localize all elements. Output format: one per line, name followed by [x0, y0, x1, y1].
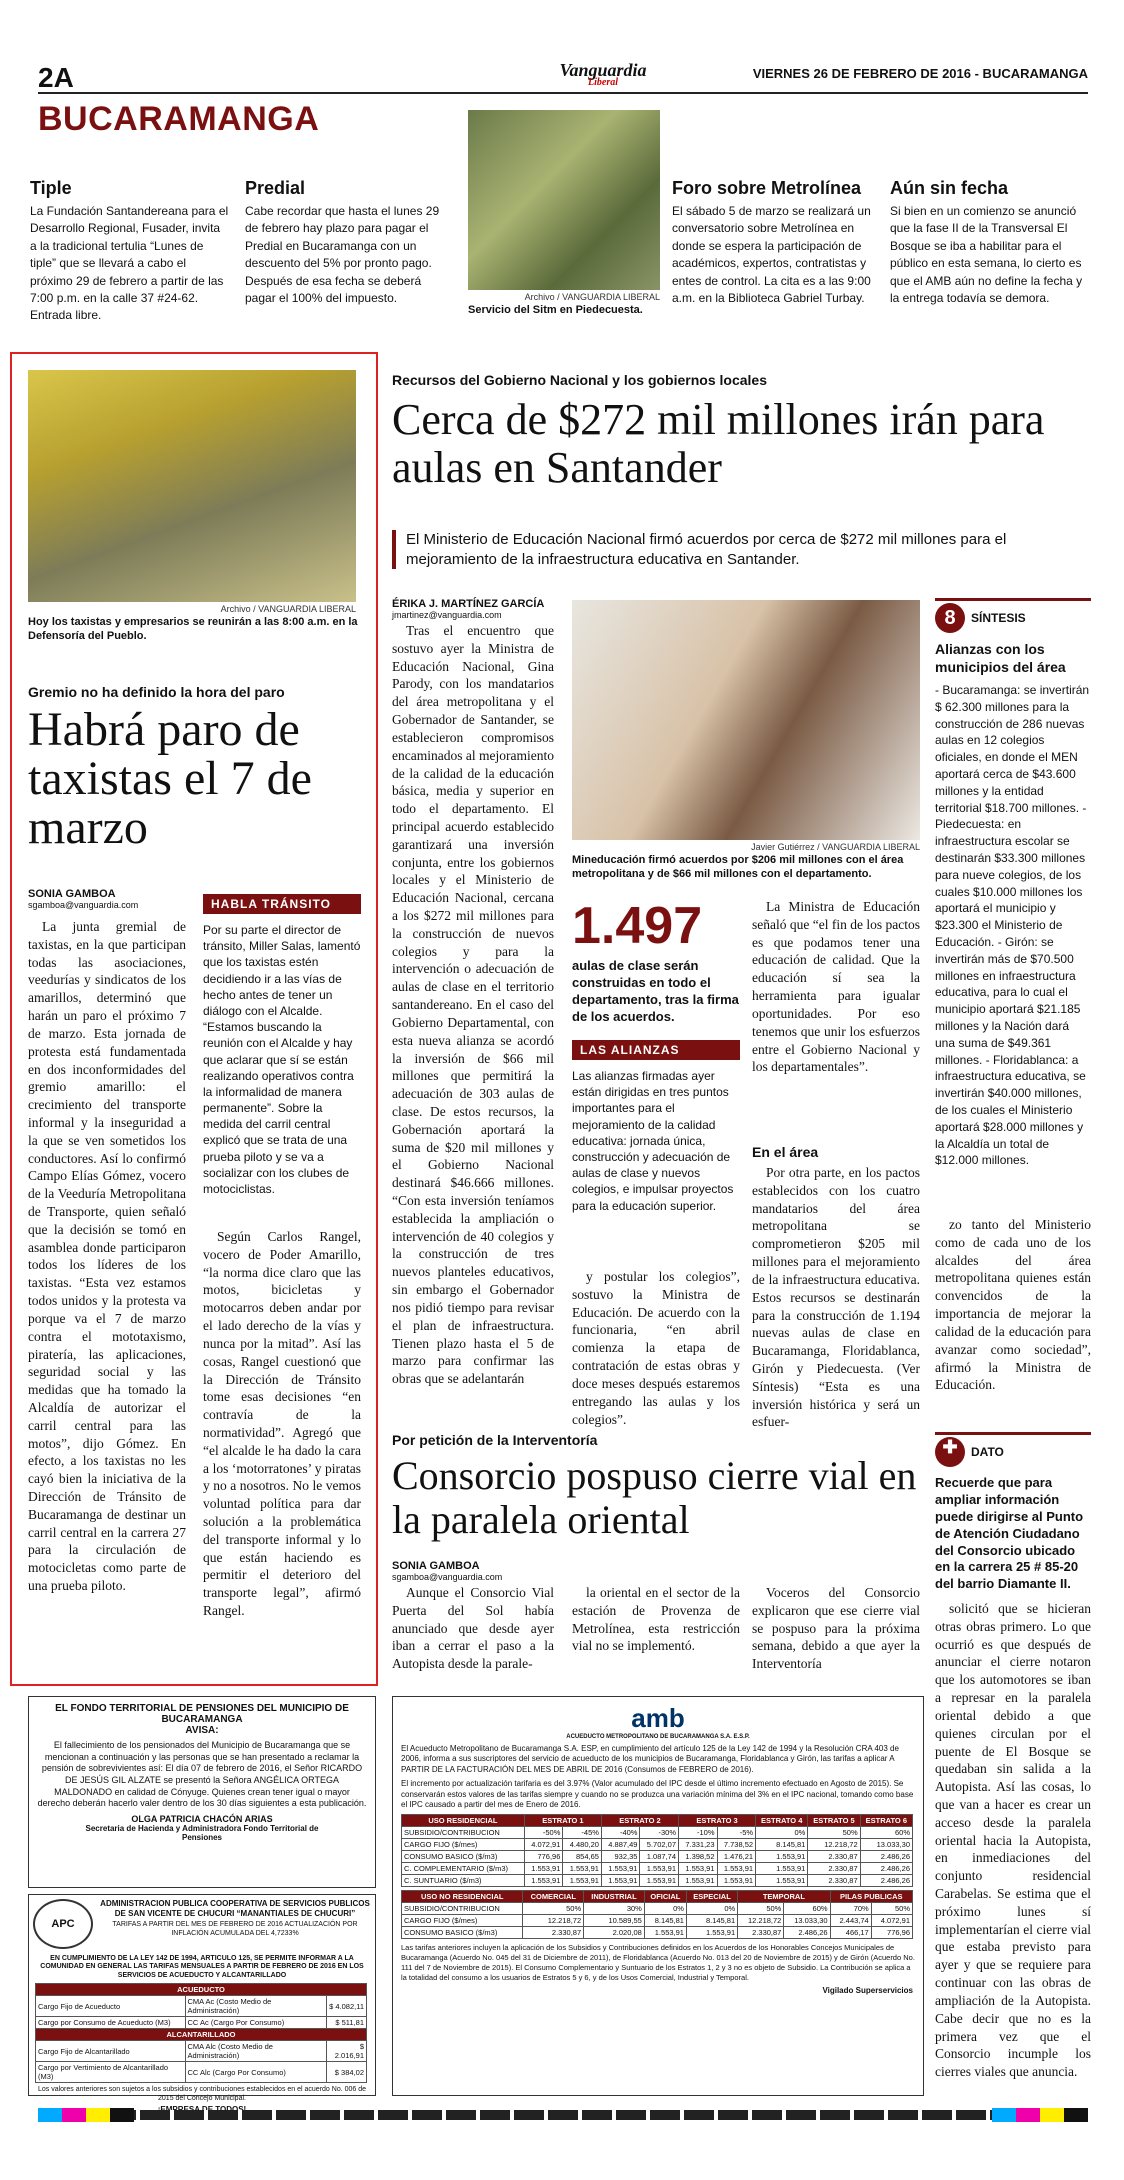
table-cell: 2.330,87	[738, 1927, 784, 1939]
table-cell: C. COMPLEMENTARIO ($/m3)	[402, 1863, 525, 1875]
table-cell: CONSUMO BASICO ($/m3)	[402, 1927, 523, 1939]
table-row	[402, 1903, 913, 1915]
table-cell: 1.553,91	[756, 1875, 808, 1887]
ad-signer-role: Secretaria de Hacienda y Administradora Fondo Territorial de Pensiones	[85, 1824, 319, 1843]
amb-logo-sub: ACUEDUCTO METROPOLITANO DE BUCARAMANGA S.A. E.S.P.	[566, 1734, 750, 1740]
box-title: HABLA TRÁNSITO	[203, 894, 361, 914]
brief-text: Cabe recordar que hasta el lunes 29 de febrero hay plazo para pagar el Predial en Bucaramanga con un descuento del 5% por pronto pago. Después de esa fecha se deberá pagar el 100% del impuesto.	[245, 204, 440, 305]
table-row	[402, 1851, 913, 1863]
table-cell: C. SUNTUARIO ($/m3)	[402, 1875, 525, 1887]
ad-footnote: Los valores anteriores son sujetos a los subsidios y contribuciones establecidos en el acuerdo No. 006 de 2015 del Concejo Municipal.	[37, 2086, 367, 2102]
table-cell: 2.020,08	[584, 1927, 645, 1939]
sintesis-heading: Alianzas con los municipios del área	[935, 641, 1066, 675]
table-cell: 1.476,21	[717, 1851, 756, 1863]
ad-text: Las tarifas anteriores incluyen la aplicación de los Subsidios y Contribuciones definidos en los Acuerdos de los Honorables Concejos Municipales de Bucaramanga (Acuerdo No. 045 del 31 de Diciembre de 2011), de Floridablanca (Acuerdo No. 013 del 20 de Noviembre de 2015) y de Girón (Acuerdo No. 111 del 7 de Noviembre de 2015). El Consumo Complementario y Suntuario de los Estratos 1, 2 y 3 no es objeto de Subsidio. La Contribución se aplica a la totalidad del consumo a los usuarios de Estratos 5 y 6, y de los Usos Comercial, Industrial y Temporal.	[401, 1943, 915, 1982]
table-cell: 1.553,91	[717, 1875, 756, 1887]
lede: El Ministerio de Educación Nacional firmó acuerdos por cerca de $272 mil millones para el mejoramiento de la infraestructura educativa en Santander.	[392, 530, 1096, 569]
table-cell: 7.738,52	[717, 1839, 756, 1851]
table-cell: 8.145,81	[686, 1915, 737, 1927]
table-header-cell: ESTRATO 4	[756, 1815, 808, 1827]
acueducto-table: ACUEDUCTO Cargo Fijo de Acueducto CMA Ac (Costo Medio de Administración) $ 4.082,11 Cargo por Consumo de Acueducto (M3) CC Ac (Cargo Por Consumo) $ 511,81 ALCANTARILLADO Cargo Fijo de Alcantarillado CMA Alc (Costo Medio de Administración) $ 2.016,91 Cargo por Vertimiento de Alcantarillado (M3) CC Alc (Cargo Por Consumo) $ 384,02	[35, 1983, 367, 2083]
big-number-text: aulas de clase serán construidas en todo el departamento, tras la firma de los acuerdos.	[572, 958, 739, 1024]
table-cell: 1.553,91	[756, 1851, 808, 1863]
ad-title: EL FONDO TERRITORIAL DE PENSIONES DEL MUNICIPIO DE BUCARAMANGA	[55, 1703, 349, 1725]
table-cell: 1.553,91	[563, 1875, 602, 1887]
table-cell: 60%	[784, 1903, 830, 1915]
table-cell: -5%	[717, 1827, 756, 1839]
vigilado-label: Vigilado Superservicios	[822, 1986, 913, 1996]
table-cell: 4.480,20	[563, 1839, 602, 1851]
table-cell: CONSUMO BASICO ($/m3)	[402, 1851, 525, 1863]
table-cell: 1.553,91	[524, 1875, 563, 1887]
table-header-cell: USO RESIDENCIAL	[402, 1815, 525, 1827]
table-cell: 0%	[644, 1903, 686, 1915]
box-title: SÍNTESIS	[971, 611, 1026, 625]
table-header-cell: ESTRATO 1	[524, 1815, 601, 1827]
taxi-protest-photo	[28, 370, 356, 602]
table-row	[402, 1915, 913, 1927]
table-cell: 0%	[686, 1903, 737, 1915]
byline: SONIA GAMBOA sgamboa@vanguardia.com	[28, 888, 139, 910]
footer-bar	[38, 2110, 1088, 2120]
table-cell: 8.145,81	[644, 1915, 686, 1927]
brief-title: Aún sin fecha	[890, 178, 1009, 198]
table-cell: 776,96	[524, 1851, 563, 1863]
table-cell: 2.330,87	[808, 1875, 860, 1887]
section-title: BUCARAMANGA	[38, 100, 320, 138]
table-cell: 776,96	[871, 1927, 912, 1939]
table-cell: 5.702,07	[640, 1839, 679, 1851]
puzzle-icon: ✚	[935, 1437, 965, 1467]
table-cell: 466,17	[830, 1927, 871, 1939]
table-header-cell: TEMPORAL	[738, 1891, 830, 1903]
table-cell: 12.218,72	[808, 1839, 860, 1851]
brief-predial	[245, 178, 445, 307]
byline: SONIA GAMBOA sgamboa@vanguardia.com	[392, 1560, 503, 1582]
color-registration-bar	[992, 2108, 1088, 2122]
table-cell: 1.553,91	[679, 1863, 718, 1875]
table-header-cell: ESTRATO 5	[808, 1815, 860, 1827]
table-cell: 7.331,23	[679, 1839, 718, 1851]
table-header-cell: PILAS PUBLICAS	[830, 1891, 912, 1903]
table-cell: 1.553,91	[679, 1875, 718, 1887]
brief-title: Predial	[245, 178, 306, 198]
table-row	[402, 1875, 913, 1887]
table-cell: 12.218,72	[523, 1915, 584, 1927]
photo-caption: Mineducación firmó acuerdos por $206 mil millones con el área metropolitana y de $66 mil millones con el departamento.	[572, 854, 904, 880]
page-number: 2A	[38, 62, 74, 93]
table-row	[402, 1827, 913, 1839]
table-cell: 1.553,91	[717, 1863, 756, 1875]
table-header-cell: ESPECIAL	[686, 1891, 737, 1903]
table-cell: 50%	[871, 1903, 912, 1915]
brief-text: La Fundación Santandereana para el Desarrollo Regional, Fusader, invita a la tradicional tertulia “Lunes de tiple” que se llevará a cabo el próximo 29 de febrero a partir de las 7:00 p.m. en la calle 37 #24-62. Entrada libre.	[30, 204, 229, 323]
brief-tiple	[30, 178, 230, 325]
table-header-cell: OFICIAL	[644, 1891, 686, 1903]
subhead: En el área	[752, 1144, 819, 1160]
ad-title: ADMINISTRACION PUBLICA COOPERATIVA DE SERVICIOS PUBLICOS DE SAN VICENTE DE CHUCURI “MANANTIALES DE CHUCURI”	[100, 1899, 370, 1918]
table-cell: 2.330,87	[808, 1851, 860, 1863]
article-column: Tras el encuentro que sostuvo ayer la Ministra de Educación Nacional, Gina Parody, con los mandatarios del área metropolitana y el Gobernador de Santander, se establecieron compromisos encaminados al mejoramiento de la calidad de la educación básica, media y superior en todo el departamento. El principal acuerdo establecido garantizará una inversión conjunta, entre los gobiernos locales y el Ministerio de Educación Nacional, cercana a los $272 mil millones para la construcción de nuevos colegios y para la intervención o adecuación de aulas de clase en el territorio santandereano. En el caso del Gobierno Departamental, con esta nueva alianza se acordó la inversión de $66 mil millones que permitirá la adecuación de 303 aulas de clase. De estos recursos, la Gobernación aportará la suma de $20 mil millones y el Gobierno Nacional destinará $46.666 millones. “Con esta inversión teníamos establecida la ampliación o intervención de 40 colegios y la construcción de tres nuevos planteles educativos, sin embargo el Gobernador nos pidió tiempo para revisar el plan de infraestructura. Tienen plazo hasta el 5 de marzo para confirmar las obras que se adelantarán	[392, 623, 554, 1387]
table-cell: 1.553,91	[756, 1863, 808, 1875]
article-column: solicitó que se hicieran otras obras primero. Lo que ocurrió es que después de anunciar el cierre notaron que los automotores se iban a represar en la paralela oriental debido a que quienes circulan por el puente de El Bosque se quedaban sin salida a la Autopista. Así las cosas, lo que van a hacer es crear un acceso desde la paralela oriental hacia la Autopista, en inmediaciones del conjunto residencial Carabelas. Se estima que el próximo lunes sí implementarían el cierre vial que estaba previsto para ayer y que se requiere para continuar con las obras de ampliación de la Autopista. Cabe decir que no es la primera vez que el Consorcio incumple los cierres viales que anuncia.	[935, 1601, 1091, 2080]
ad-text: El incremento por actualización tarifaria es del 3.97% (Valor acumulado del IPC desde el último incremento efectuado en Agosto de 2015). Se conservarán estos valores de las tarifas siempre y cuando no se produzca una variación mínima del 3% en el IPC nacional, tomando como base el IPC causado a partir del mes de Enero de 2016.	[401, 1779, 914, 1809]
table-cell: CARGO FIJO ($/mes)	[402, 1915, 523, 1927]
table-cell: 50%	[523, 1903, 584, 1915]
article-column: Por otra parte, en los pactos establecidos con los cuatro mandatarios del área metropolitana se comprometieron $205 mil millones para el mejoramiento de la infraestructura educativa. Estos recursos se destinarán para la construcción de 1.194 nuevas aulas de clase en Bucaramanga, Floridablanca, Girón y Piedecuesta. (Ver Síntesis) “Esta es una inversión histórica y será un esfuer-	[752, 1165, 920, 1430]
table-cell: 854,65	[563, 1851, 602, 1863]
photo-credit: Archivo / VANGUARDIA LIBERAL	[220, 604, 356, 614]
table-cell: 4.072,91	[871, 1915, 912, 1927]
table-cell: 2.486,26	[860, 1863, 912, 1875]
table-row	[402, 1927, 913, 1939]
tarifas-residencial-table	[401, 1814, 913, 1887]
article-column: La junta gremial de taxistas, en la que participan todas las asociaciones, veedurías y sindicatos de los amarillos, determinó que harán un paro el próximo 7 de marzo. Esta jornada de protesta está fundamentada en dos inconformidades del gremio amarillo: el crecimiento del transporte informal y la inseguridad a la que se ven sometidos los conductores. Así lo confirmó Campo Elías Gómez, vocero de la Veeduría Metropolitana de Transporte, quien señaló que la decisión se tomó en asamblea donde participaron todos los líderes de los taxistas. “Esta vez estamos todos unidos y la protesta va porque va el 7 de marzo contra el mototaxismo, piratería, las aplicaciones, seguridad social y las medidas que ha tomado la Alcaldía de autorizar el carril central para las motos”, dijo Gómez. En efecto, a los taxistas no les cayó bien la iniciativa de la Dirección de Tránsito de Bucaramanga de destinar un carril central en la carrera 27 para la circulación de motocicletas como parte de una prueba piloto.	[28, 919, 186, 1594]
table-cell: 1.553,91	[644, 1927, 686, 1939]
story-kicker: Por petición de la Interventoría	[392, 1432, 598, 1448]
ad-pensiones[interactable]	[28, 1696, 376, 1888]
photo-credit: Javier Gutiérrez / VANGUARDIA LIBERAL	[751, 842, 920, 852]
photo-caption: Hoy los taxistas y empresarios se reunirán a las 8:00 a.m. en la Defensoría del Pueblo.	[28, 616, 358, 642]
bus-photo	[468, 110, 660, 290]
ad-chucuri[interactable]	[28, 1894, 376, 2102]
brief-title: Foro sobre Metrolínea	[672, 178, 862, 198]
table-cell: 70%	[830, 1903, 871, 1915]
brief-title: Tiple	[30, 178, 72, 198]
table-cell: 50%	[738, 1903, 784, 1915]
brief-foro	[672, 178, 877, 307]
headline[interactable]: Cerca de $272 mil millones irán para aulas en Santander	[392, 395, 1045, 492]
dato-box	[935, 1432, 1091, 1595]
ad-subtitle: AVISA:	[185, 1725, 219, 1736]
article-column: zo tanto del Ministerio como de cada uno de los alcaldes del área metropolitana quienes están convencidos de la importancia de mejorar la calidad de la educación para avanzar como sociedad”, afirmó la Ministra de Educación.	[935, 1217, 1091, 1393]
box-title: LAS ALIANZAS	[572, 1040, 740, 1060]
ad-text: El fallecimiento de los pensionados del Municipio de Bucaramanga que se mencionan a continuación y las personas que se han presentado a reclamar la pensión de sobrevivientes así: El día 07 de febrero de 2016, el Señor RICARDO DE JESÚS GIL ALZATE se presentó la Señora ANGÉLICA ORTEGA MALDONADO en calidad de Cónyuge. Quienes crean tener igual o mayor derecho deberán hacerlo valer dentro de los 30 días siguientes a esta publicación.	[37, 1740, 367, 1809]
table-cell: CARGO FIJO ($/mes)	[402, 1839, 525, 1851]
table-cell: 1.553,91	[640, 1863, 679, 1875]
article-column: La Ministra de Educación señaló que “el fin de los pactos es que podamos tener una educación de calidad. Que la educación sí sea la herramienta para igualar oportunidades. Por eso tenemos que unir los esfuerzos entre el Gobierno Nacional y los departamentales”.	[752, 899, 920, 1075]
amb-logo: amb	[631, 1703, 685, 1733]
table-cell: 2.486,26	[860, 1875, 912, 1887]
apc-logo: APC	[33, 1899, 93, 1949]
table-cell: 1.553,91	[524, 1863, 563, 1875]
masthead	[38, 58, 1088, 94]
box-text: Las alianzas firmadas ayer están dirigidas en tres puntos importantes para el mejoramiento de la calidad educativa: jornada única, construcción y adecuación de aulas de clase y nuevos colegios, e impulsar proyectos para la educación superior.	[572, 1069, 734, 1213]
brief-text: El sábado 5 de marzo se realizará un conversatorio sobre Metrolínea en donde se espera la participación de académicos, expertos, contratistas y entes de control. La cita es a las 9:00 a.m. en la Biblioteca Gabriel Turbay.	[672, 204, 871, 305]
table-row	[402, 1839, 913, 1851]
color-registration-bar	[38, 2108, 134, 2122]
table-cell: 10.589,55	[584, 1915, 645, 1927]
table-cell: 60%	[860, 1827, 912, 1839]
table-cell: 50%	[808, 1827, 860, 1839]
table-header-cell: ESTRATO 2	[601, 1815, 678, 1827]
table-cell: 1.553,91	[640, 1875, 679, 1887]
minister-photo	[572, 600, 920, 840]
newspaper-logo[interactable]: Vanguardia Liberal	[559, 60, 647, 88]
ad-text: El Acueducto Metropolitano de Bucaramanga S.A. ESP, en cumplimiento del artículo 125 de la Ley 142 de 1994 y la Resolución CRA 403 de 2006, informa a sus suscriptores del servicio de acueducto de los municipios de Bucaramanga, Floridablanca y Girón, las tarifas a aplicar A PARTIR DE LA FACTURACIÓN DEL MES DE ABRIL DE 2016 (Consumos de FEBRERO de 2016).	[401, 1744, 899, 1774]
sintesis-icon: 8	[935, 603, 965, 633]
alianzas-box	[572, 1040, 740, 1265]
table-cell: 2.443,74	[830, 1915, 871, 1927]
table-cell: 1.553,91	[563, 1863, 602, 1875]
table-header-cell: INDUSTRIAL	[584, 1891, 645, 1903]
table-cell: 30%	[584, 1903, 645, 1915]
table-header-cell: ESTRATO 3	[679, 1815, 756, 1827]
brief-text: Si bien en un comienzo se anunció que la fase II de la Transversal El Bosque se iba a habilitar para el público en esta semana, lo cierto es que el AMB aún no define la fecha y la entrega todavía se demora.	[890, 204, 1083, 305]
habla-transito-box	[203, 894, 361, 1214]
article-column: Voceros del Consorcio explicaron que ese cierre vial se pospuso para la próxima semana, debido a que ayer la Interventoría	[752, 1585, 920, 1672]
table-cell: 2.486,26	[784, 1927, 830, 1939]
ad-signer: OLGA PATRICIA CHACÓN ARIAS	[131, 1814, 273, 1825]
table-cell: -50%	[524, 1827, 563, 1839]
table-header-cell: USO NO RESIDENCIAL	[402, 1891, 523, 1903]
table-cell: 1.553,91	[686, 1927, 737, 1939]
story-kicker: Recursos del Gobierno Nacional y los gobiernos locales	[392, 372, 767, 388]
table-cell: 1.398,52	[679, 1851, 718, 1863]
headline[interactable]: Habrá paro de taxistas el 7 de marzo	[28, 703, 312, 854]
photo-caption: Servicio del Sitm en Piedecuesta.	[468, 304, 643, 316]
table-header-cell: COMERCIAL	[523, 1891, 584, 1903]
table-cell: 1.553,91	[601, 1875, 640, 1887]
dato-text: Recuerde que para ampliar información puede dirigirse al Punto de Atención Ciudadano del Consorcio ubicado en la carrera 25 # 85-20 del barrio Diamante II.	[935, 1475, 1084, 1592]
sintesis-box	[935, 598, 1091, 1211]
table-row	[402, 1863, 913, 1875]
photo-credit: Archivo / VANGUARDIA LIBERAL	[524, 292, 660, 302]
sintesis-text: - Bucaramanga: se invertirán $ 62.300 millones para la construcción de 286 nuevas aulas en 12 colegios oficiales, en donde el MEN aportará cerca de $43.600 millones y la entidad territorial $18.700 millones. - Piedecuesta: en infraestructura escolar se destinarán $33.300 millones para nueve colegios, de los cuales $10.000 millones los aportará el municipio y $23.300 el Ministerio de Educación. - Girón: se invertirán más de $70.500 millones en infraestructura educativa, para lo cual el municipio aportará $21.185 millones y la Nación dará una suma de $49.361 millones. - Floridablanca: a infraestructura educativa, se invertirán $40.000 millones, de los cuales el Ministerio aportará $28.000 millones y la Alcaldía un total de $12.000 millones.	[935, 683, 1090, 1168]
article-column: Según Carlos Rangel, vocero de Poder Amarillo, “la norma dice claro que las motos, bicicletas y motocarros deben andar por el lado derecho de la vías y nunca por la mitad”. Así las cosas, Rangel cuestionó que la Dirección de Tránsito tome esas decisiones “en contravía de la normatividad”. Agregó que “el alcalde le ha dado la cara a los ‘motorratones’ y piratas y no a nosotros. No le vemos voluntad política para dar solución a la problemática del transporte informal y lo que están haciendo es permitir el deterioro del transporte legal”, afirmó Rangel.	[203, 1229, 361, 1619]
table-cell: 2.330,87	[808, 1863, 860, 1875]
big-number: 1.497	[572, 897, 703, 955]
table-cell: 13.033,30	[860, 1839, 912, 1851]
box-title: DATO	[971, 1445, 1004, 1459]
article-column: Aunque el Consorcio Vial Puerta del Sol había anunciado que desde ayer iban a cerrar el paso a la Autopista desde la parale-	[392, 1585, 554, 1672]
table-cell: 4.072,91	[524, 1839, 563, 1851]
table-cell: 1.087,74	[640, 1851, 679, 1863]
table-cell: 4.887,49	[601, 1839, 640, 1851]
byline: ÉRIKA J. MARTÍNEZ GARCÍA jmartinez@vanguardia.com	[392, 598, 545, 620]
table-cell: 932,35	[601, 1851, 640, 1863]
table-cell: 13.033,30	[784, 1915, 830, 1927]
ad-subtitle: TARIFAS A PARTIR DEL MES DE FEBRERO DE 2016 ACTUALIZACIÓN POR INFLACIÓN ACUMULADA DEL 4,7233%	[112, 1921, 358, 1937]
story-kicker: Gremio no ha definido la hora del paro	[28, 684, 285, 700]
headline[interactable]: Consorcio pospuso cierre vial en la paralela oriental	[392, 1453, 917, 1542]
ad-amb[interactable]	[392, 1696, 924, 2096]
ad-text: EN CUMPLIMIENTO DE LA LEY 142 DE 1994, ARTICULO 125, SE PERMITE INFORMAR A LA COMUNIDAD EN GENERAL LAS TARIFAS MENSUALES A PARTIR DE FEBRERO DE 2016 EN LOS SERVICIOS DE ACUEDUCTO Y ALCANTARILLADO	[40, 1955, 364, 1979]
table-cell: 12.218,72	[738, 1915, 784, 1927]
table-cell: -30%	[640, 1827, 679, 1839]
table-cell: 2.486,26	[860, 1851, 912, 1863]
table-cell: SUBSIDIO/CONTRIBUCION	[402, 1903, 523, 1915]
brief-sin-fecha	[890, 178, 1090, 307]
dateline: VIERNES 26 DE FEBRERO DE 2016 - BUCARAMANGA	[752, 66, 1088, 81]
table-cell: 1.553,91	[601, 1863, 640, 1875]
tarifas-no-residencial-table	[401, 1890, 913, 1939]
table-cell: 2.330,87	[523, 1927, 584, 1939]
table-cell: 0%	[756, 1827, 808, 1839]
article-column: la oriental en el sector de la estación de Provenza de Metrolínea, esta restricción vial no se implementó.	[572, 1585, 740, 1654]
table-header-cell: ESTRATO 6	[860, 1815, 912, 1827]
table-cell: 8.145,81	[756, 1839, 808, 1851]
table-cell: SUBSIDIO/CONTRIBUCION	[402, 1827, 525, 1839]
table-cell: -10%	[679, 1827, 718, 1839]
article-column: y postular los colegios”, sostuvo la Ministra de Educación. De acuerdo con la funcionaria, “en abril comienza la etapa de contratación de estas obras y doce meses después estaremos entregando las aulas y los colegios”.	[572, 1269, 740, 1427]
box-text: Por su parte el director de tránsito, Miller Salas, lamentó que los taxistas estén decidiendo ir a las vías de hecho antes de tener un diálogo con el Alcalde. “Estamos buscando la reunión con el Alcalde y hay que aclarar que sí se están realizando operativos contra la informalidad de manera permanente”. Sobre la medida del carril central explicó que se trata de una prueba piloto y se va a socializar con los clubes de motociclistas.	[203, 923, 361, 1196]
table-cell: -45%	[563, 1827, 602, 1839]
table-cell: -40%	[601, 1827, 640, 1839]
